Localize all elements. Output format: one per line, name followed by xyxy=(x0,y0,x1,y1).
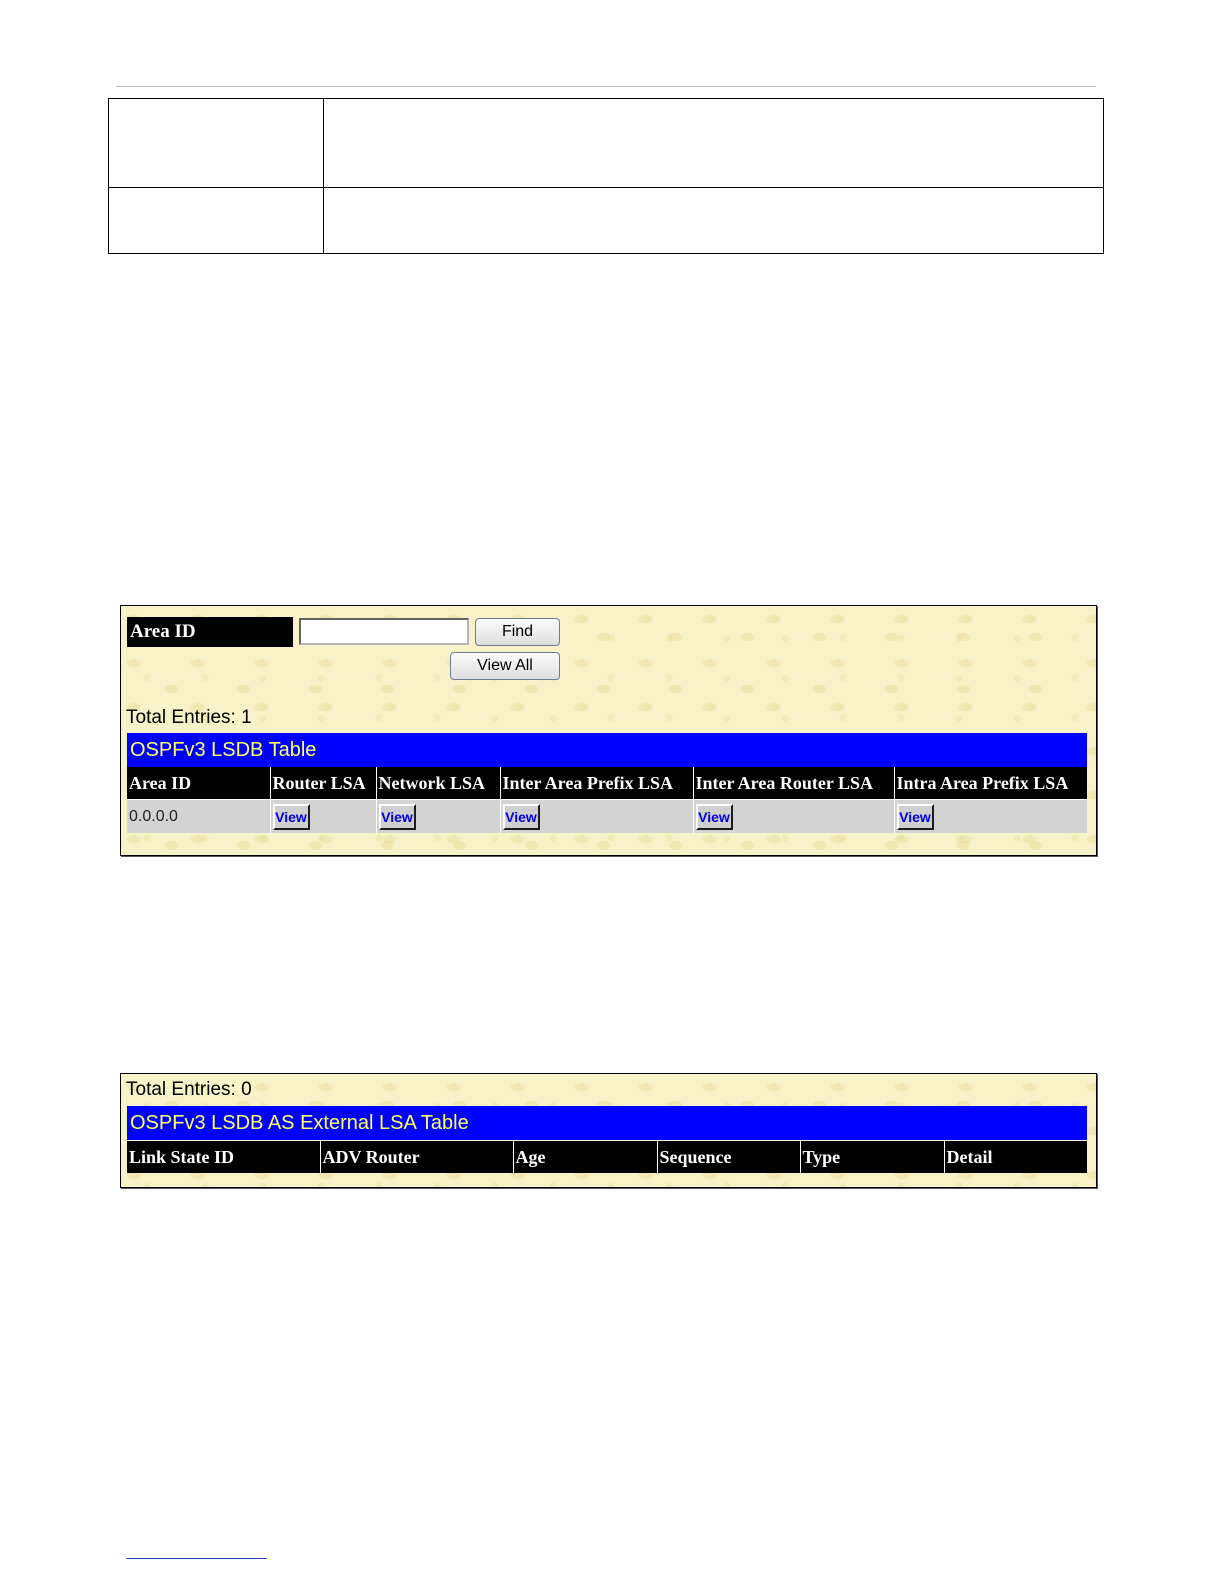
column-header-router-lsa: Router LSA xyxy=(270,767,376,799)
intra-area-prefix-lsa-view-button[interactable]: View xyxy=(897,804,934,830)
area-id-input[interactable] xyxy=(299,618,469,645)
as-external-lsa-table xyxy=(127,1141,1087,1173)
column-header-intra-area-prefix-lsa: Intra Area Prefix LSA xyxy=(894,767,1087,799)
ospfv3-lsdb-panel xyxy=(120,605,1097,856)
lsdb-table-title: OSPFv3 LSDB Table xyxy=(127,733,1087,767)
total-entries: Total Entries: 1 xyxy=(126,707,252,728)
description-table xyxy=(108,98,1104,254)
inter-area-router-lsa-cell xyxy=(693,800,894,833)
router-lsa-cell xyxy=(270,800,376,833)
description-term-cell xyxy=(109,188,324,254)
description-row xyxy=(109,99,1104,188)
column-header-link-state-id: Link State ID xyxy=(127,1141,320,1173)
table-header-row xyxy=(127,767,1087,799)
column-header-adv-router: ADV Router xyxy=(320,1141,513,1173)
column-header-network-lsa: Network LSA xyxy=(376,767,500,799)
description-row xyxy=(109,188,1104,254)
description-term-cell xyxy=(109,99,324,188)
inter-area-prefix-lsa-view-button[interactable]: View xyxy=(503,804,540,830)
as-external-lsa-panel xyxy=(120,1073,1097,1188)
description-text-cell xyxy=(324,188,1104,254)
column-header-detail: Detail xyxy=(944,1141,1087,1173)
as-external-table-title: OSPFv3 LSDB AS External LSA Table xyxy=(127,1106,1087,1140)
find-button[interactable]: Find xyxy=(475,618,560,646)
column-header-inter-area-router-lsa: Inter Area Router LSA xyxy=(693,767,894,799)
description-text-cell xyxy=(324,99,1104,188)
view-all-button[interactable]: View All xyxy=(450,652,560,680)
area-id-label: Area ID xyxy=(127,617,293,647)
router-lsa-view-button[interactable]: View xyxy=(273,804,310,830)
column-header-age: Age xyxy=(513,1141,657,1173)
column-header-type: Type xyxy=(800,1141,944,1173)
network-lsa-cell xyxy=(376,800,500,833)
column-header-area-id: Area ID xyxy=(127,767,270,799)
intra-area-prefix-lsa-cell xyxy=(894,800,1087,833)
lsdb-table xyxy=(127,767,1087,833)
total-entries: Total Entries: 0 xyxy=(126,1079,252,1100)
footer-link-underline xyxy=(126,1558,267,1559)
network-lsa-view-button[interactable]: View xyxy=(379,804,416,830)
column-header-inter-area-prefix-lsa: Inter Area Prefix LSA xyxy=(500,767,693,799)
column-header-sequence: Sequence xyxy=(657,1141,800,1173)
inter-area-router-lsa-view-button[interactable]: View xyxy=(696,804,733,830)
area-id-cell: 0.0.0.0 xyxy=(127,800,270,833)
header-rule xyxy=(116,86,1096,87)
table-row xyxy=(127,800,1087,833)
inter-area-prefix-lsa-cell xyxy=(500,800,693,833)
table-header-row xyxy=(127,1141,1087,1173)
